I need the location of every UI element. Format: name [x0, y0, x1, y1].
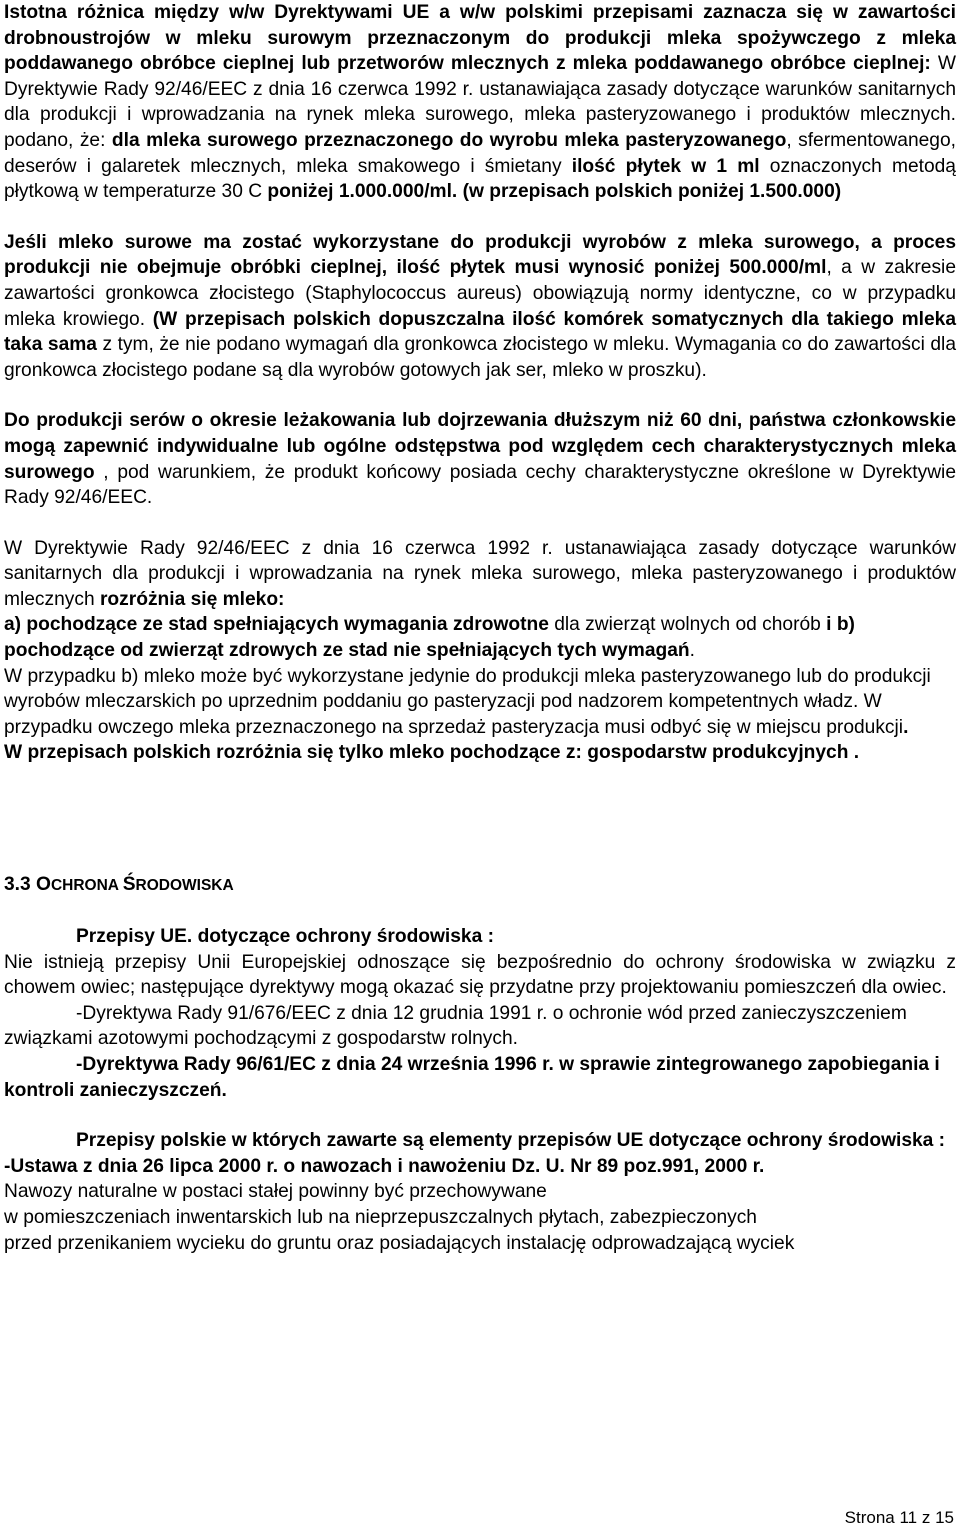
staphylococcus-text: , a w zakresie zawartości gronkowca złocistego (Staphylococcus aureus) obowiązują normy identyczne, co w przypadku mleka krowiego.: [4, 257, 956, 330]
section-title-part-2: RODOWISKA: [135, 877, 234, 895]
section-heading: [4, 874, 956, 896]
section-number: 3.3: [4, 874, 37, 896]
requirements-text: z tym, że nie podano wymagań dla gronkowca złocistego w mleku. Wymagania co do zawartości dla gronkowca złocistego podane są dla wyrobów gotowych jak ser, mleko w proszku).: [4, 334, 956, 381]
plate-count-bold-text: ilość płytek w 1 ml: [571, 155, 760, 177]
method-text: oznaczonych metodą płytkową w temperaturze 30 C: [4, 155, 956, 203]
ue-text: Nie istnieją przepisy Unii Europejskiej odnoszące się bezpośrednio do ochrony środowiska w związku z chowem owiec; następujące dyrektywy mogą okazać się przydatne przy projektowaniu pomieszczeń dla owiec.: [4, 951, 956, 999]
paragraph-raw-milk-products: [4, 230, 956, 384]
paragraph-cheese-ripening: [4, 408, 956, 510]
act-2000: -Ustawa z dnia 26 lipca 2000 r. o nawozach i nawożeniu Dz. U. Nr 89 poz.991, 2000 r.: [4, 1155, 765, 1177]
paragraph-category-b-use: [4, 664, 956, 741]
directive-91-676-text: -Dyrektywa Rady 91/676/EEC z dnia 12 grudnia 1991 r. o ochronie wód przed zanieczyszczeniem związkami azotowymi pochodzącymi z gospodarstw rolnych.: [4, 1002, 907, 1050]
cheese-bold-text: Do produkcji serów o okresie leżakowania lub dojrzewania dłuższym niż 60 dni, państwa członkowskie mogą zapewnić indywidualne lub ogólne odstępstwa pod względem cech charakterystycznych mleka surowego: [4, 410, 956, 483]
raw-products-bold-text: Jeśli mleko surowe ma zostać wykorzystane do produkcji wyrobów z mleka surowego, a proces produkcji nie obejmuje obróbki cieplnej, ilość płytek musi wynosić poniżej 500.000/ml: [4, 231, 956, 279]
products-text: , sfermentowanego, deserów i galaretek mlecznych, mleka smakowego i śmietany: [4, 129, 956, 177]
category-a-bold-text: a) pochodzące ze stad spełniających wymagania zdrowotne: [4, 614, 549, 636]
section-title-part-1: CHRONA: [50, 877, 123, 895]
directive-text: W Dyrektywie Rady 92/46/EEC z dnia 16 czerwca 1992 r. ustanawiająca zasady dotyczące warunków sanitarnych dla produkcji i wprowadzania na rynek mleka surowego, mleka pasteryzowanego i produktów mlecznych. podano, że:: [4, 53, 956, 151]
directive-91-676: [4, 1001, 956, 1052]
directive-distinction-text: W Dyrektywie Rady 92/46/EEC z dnia 16 czerwca 1992 r. ustanawiająca zasady dotyczące warunków sanitarnych dla produkcji i wprowadzania na rynek mleka surowego, mleka pasteryzowanego i produktów mlecznych: [4, 537, 956, 610]
raw-milk-bold-text: dla mleka surowego przeznaczonego do wyrobu mleka pasteryzowanego: [111, 129, 787, 151]
section-title-initial-2: Ś: [122, 874, 136, 896]
storage-line-2: w pomieszczeniach inwentarskich lub na nieprzepuszczalnych płytach, zabezpieczonych: [4, 1206, 757, 1228]
paragraph-milk-distinction: [4, 536, 956, 613]
ue-heading: Przepisy UE. dotyczące ochrony środowiska :: [76, 926, 494, 948]
pl-heading: [4, 1128, 956, 1154]
storage-line-1: Nawozy naturalne w postaci stałej powinny być przechowywane: [4, 1181, 547, 1203]
section-title-initial-1: O: [36, 874, 51, 896]
paragraph-raw-milk-differences: [4, 0, 956, 205]
storage-line-3: przed przenikaniem wycieku do gruntu oraz posiadających instalację odprowadzającą wyciek: [4, 1232, 795, 1254]
polish-distinction-text: W przepisach polskich rozróżnia się tylko mleko pochodzące z: gospodarstw produkcyjnych .: [4, 742, 860, 764]
directive-96-61: [4, 1052, 956, 1103]
directive-96-61-text: -Dyrektywa Rady 96/61/EC z dnia 24 września 1996 r. w sprawie zintegrowanego zapobiegania i kontroli zanieczyszczeń.: [4, 1054, 940, 1101]
intro-bold-text: Istotna różnica między w/w Dyrektywami UE a w/w polskimi przepisami zaznacza się w zawartości drobnoustrojów w mleku surowym przeznaczonym do produkcji mleka spożywczego z mleka poddawanego obróbce cieplnej lub przetworów mlecznych z mleka poddawanego obróbce cieplnej:: [4, 2, 956, 75]
cheese-condition-text: , pod warunkiem, że produkt końcowy posiada cechy charakterystyczne określone w Dyrektywie Rady 92/46/EEC.: [4, 461, 956, 509]
page-number: Strona 11 z 15: [844, 1508, 954, 1527]
category-end-text: .: [689, 640, 695, 662]
category-b-bold-text: i b) pochodzące od zwierząt zdrowych ze stad nie spełniających tych wymagań: [4, 614, 855, 662]
category-a-text: dla zwierząt wolnych od chorób: [548, 614, 827, 636]
document-page: [4, 0, 956, 1256]
polish-somatic-bold-text: (W przepisach polskich dopuszczalna ilość komórek somatycznych dla takiego mleka taka sama: [4, 308, 956, 356]
paragraph-polish-distinction: [4, 740, 956, 766]
limit-bold-text: poniżej 1.000.000/ml. (w przepisach polskich poniżej 1.500.000): [267, 181, 842, 203]
paragraph-milk-categories: [4, 612, 956, 663]
distinguishes-bold-text: rozróżnia się mleko:: [99, 588, 285, 610]
pl-heading-text: Przepisy polskie w których zawarte są elementy przepisów UE dotyczące ochrony środowiska :: [76, 1130, 946, 1152]
category-b-use-text: W przypadku b) mleko może być wykorzystane jedynie do produkcji mleka pasteryzowanego lub do produkcji wyrobów mleczarskich po uprzednim poddaniu go pasteryzacji pod nadzorem kompetentnych władz. W przypadku owczego mleka przeznaczonego na sprzedaż pasteryzacja musi odbyć się w miejscu produkcji: [4, 665, 931, 738]
category-b-use-end: .: [903, 716, 909, 738]
